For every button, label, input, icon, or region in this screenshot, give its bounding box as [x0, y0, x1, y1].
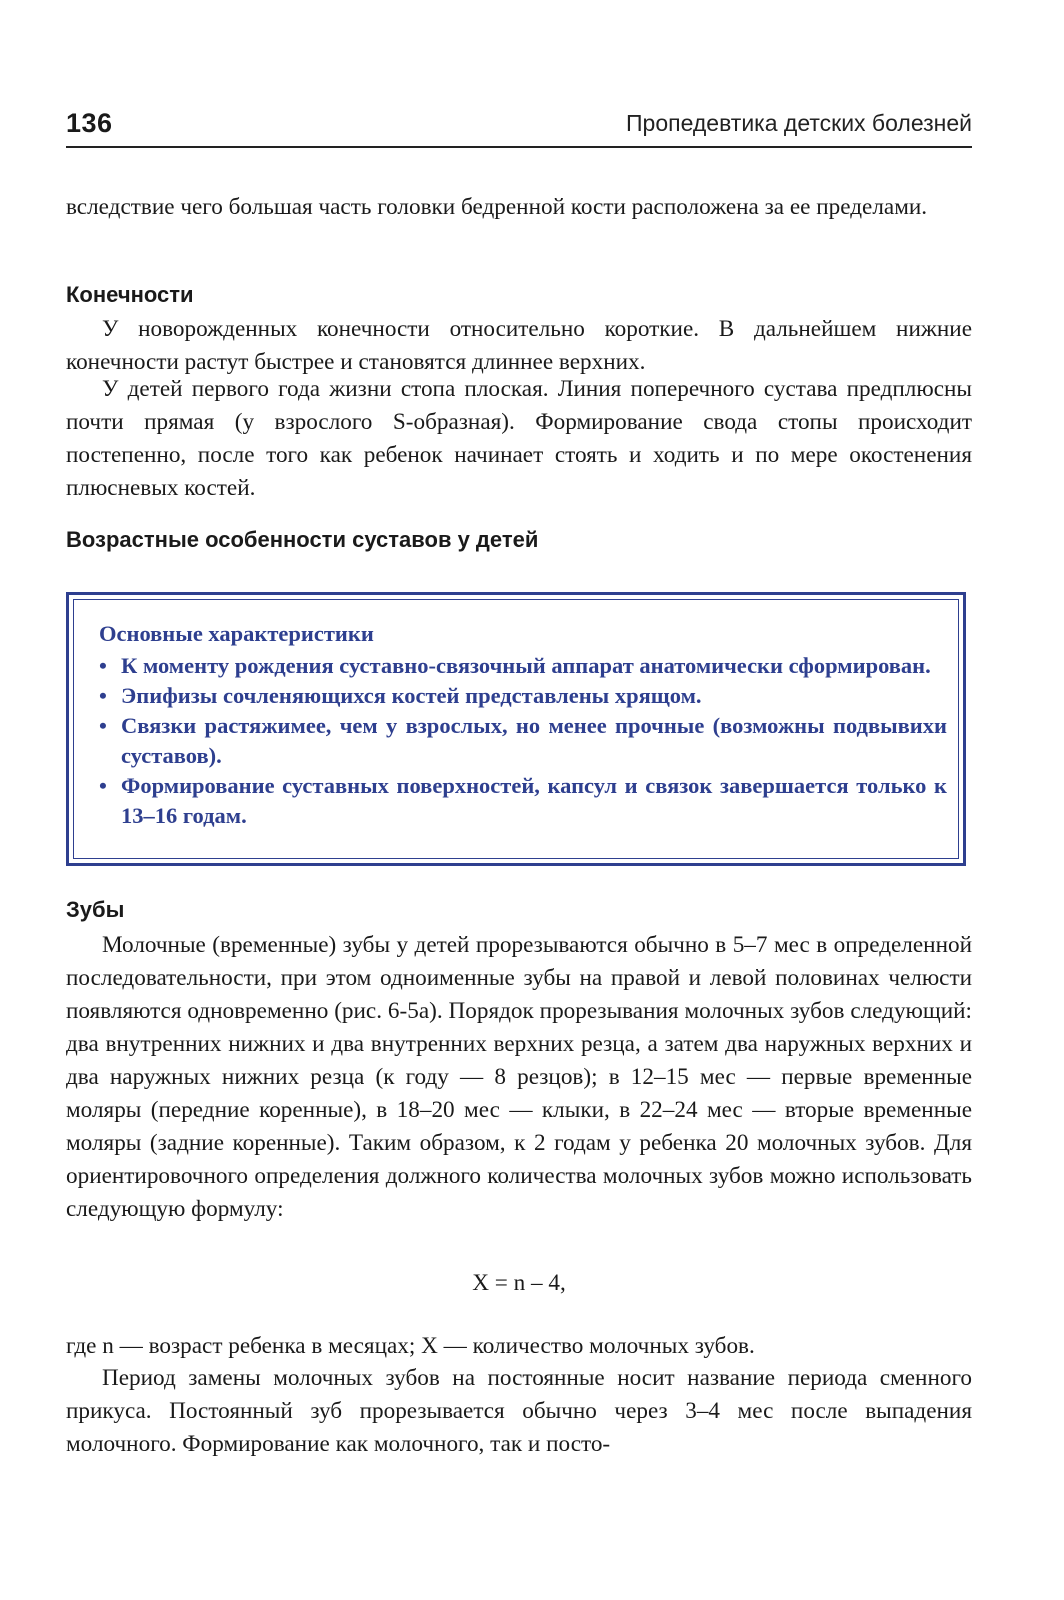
box-list — [99, 651, 947, 831]
list-item-text: Связки растяжимее, чем у взрослых, но менее прочные (возможны подвывихи суставов). — [121, 713, 947, 768]
teeth-formula: X = n – 4, — [472, 1270, 566, 1296]
bullet-icon: • — [99, 683, 107, 708]
bullet-icon: • — [99, 773, 107, 798]
formula-explanation: где n — возраст ребенка в месяцах; X — количество молочных зубов. — [66, 1333, 755, 1359]
page-number: 136 — [66, 108, 113, 138]
box-title: Основные характеристики — [99, 621, 374, 646]
teeth-paragraph-2: Период замены молочных зубов на постоянные носит название периода сменного прикуса. Постоянный зуб прорезывается обычно через 3–4 мес после выпадения молочного. Формирование как молочного, так и посто- — [66, 1365, 972, 1457]
limbs-paragraph-2: У детей первого года жизни стопа плоская. Линия поперечного сустава предплюсны почти прямая (у взрослого S-образная). Формирование свода стопы происходит постепенно, после того как ребенок начинает стоять и ходить и по мере окостенения плюсневых костей. — [66, 376, 972, 501]
list-item-text: К моменту рождения суставно-связочный аппарат анатомически сформирован. — [121, 653, 931, 678]
book-title: Пропедевтика детских болезней — [626, 110, 972, 136]
limbs-paragraph-1: У новорожденных конечности относительно короткие. В дальнейшем нижние конечности растут быстрее и становятся длиннее верхних. — [66, 316, 972, 375]
running-head — [66, 102, 972, 148]
bullet-icon: • — [99, 713, 107, 738]
heading-teeth: Зубы — [66, 897, 125, 922]
list-item — [99, 681, 947, 711]
intro-paragraph: вследствие чего большая часть головки бедренной кости расположена за ее пределами. — [66, 194, 928, 220]
key-characteristics-box — [66, 592, 966, 866]
heading-limbs: Конечности — [66, 282, 194, 307]
heading-joints: Возрастные особенности суставов у детей — [66, 527, 539, 552]
list-item — [99, 771, 947, 831]
list-item-text: Эпифизы сочленяющихся костей представлены хрящом. — [121, 683, 702, 708]
list-item — [99, 651, 947, 681]
list-item — [99, 711, 947, 771]
bullet-icon: • — [99, 653, 107, 678]
teeth-paragraph-1: Молочные (временные) зубы у детей прорезываются обычно в 5–7 мес в определенной последовательности, при этом одноименные зубы на правой и левой половинах челюсти появляются одновременно (рис. 6-5а). Порядок прорезывания молочных зубов следующий: два внутренних нижних и два внутренних верхних резца, а затем два наружных верхних и два наружных нижних резца (к году — 8 резцов); в 12–15 мес — первые временные моляры (передние коренные), в 18–20 мес — клыки, в 22–24 мес — вторые временные моляры (задние коренные). Таким образом, к 2 годам у ребенка 20 молочных зубов. Для ориентировочного определения должного количества молочных зубов можно использовать следующую формулу: — [66, 932, 972, 1222]
list-item-text: Формирование суставных поверхностей, капсул и связок завершается только к 13–16 годам. — [121, 773, 947, 828]
